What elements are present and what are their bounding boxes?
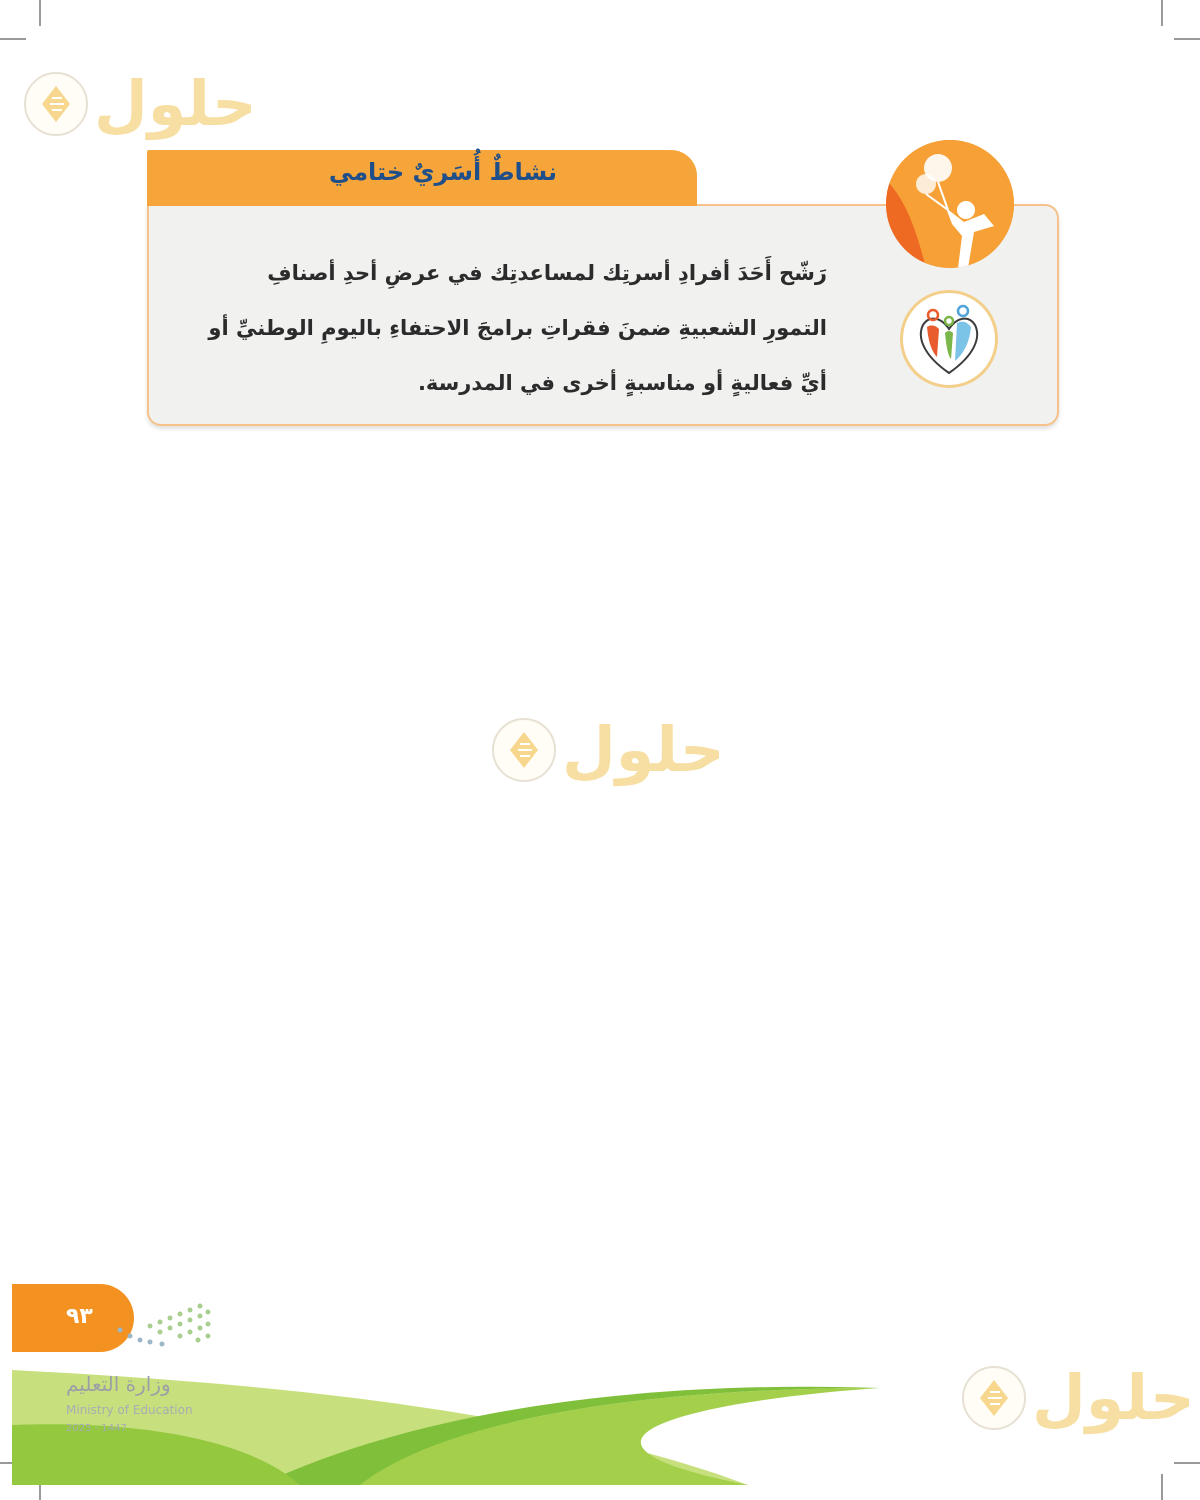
activity-header — [147, 150, 697, 206]
activity-title: نشاطٌ أُسَريٌ ختامي — [328, 158, 557, 186]
watermark-text: حلول — [94, 67, 257, 140]
book-icon — [24, 72, 88, 136]
watermark — [24, 67, 257, 140]
activity-text — [177, 246, 827, 411]
page-number: ٩٣ — [66, 1304, 93, 1329]
watermark-text: حلول — [1032, 1361, 1195, 1434]
activity-line: رَشّح أَحَدَ أفرادِ أسرتِك لمساعدتِك في عرضِ أحدِ أصنافِ — [267, 261, 827, 285]
watermark-text: حلول — [562, 713, 725, 786]
family-icon — [900, 290, 998, 388]
ministry-name-english: Ministry of Education — [66, 1403, 193, 1417]
watermark — [492, 713, 725, 786]
celebration-icon — [886, 140, 1014, 268]
ministry-name-arabic: وزارة التعليم — [66, 1372, 171, 1396]
footer-decoration — [0, 1270, 1200, 1500]
activity-line: التمورِ الشعبيةِ ضمنَ فقراتِ برامجَ الاحتفاءِ باليومِ الوطنيِّ أو — [208, 316, 827, 340]
crop-mark — [1174, 38, 1200, 40]
crop-mark — [0, 38, 26, 40]
activity-line: أيِّ فعاليةٍ أو مناسبةٍ أخرى في المدرسة. — [417, 371, 827, 395]
ministry-year: 2025 - 1447 — [66, 1423, 127, 1434]
crop-mark — [1161, 0, 1163, 26]
crop-mark — [39, 0, 41, 26]
book-icon — [492, 718, 556, 782]
